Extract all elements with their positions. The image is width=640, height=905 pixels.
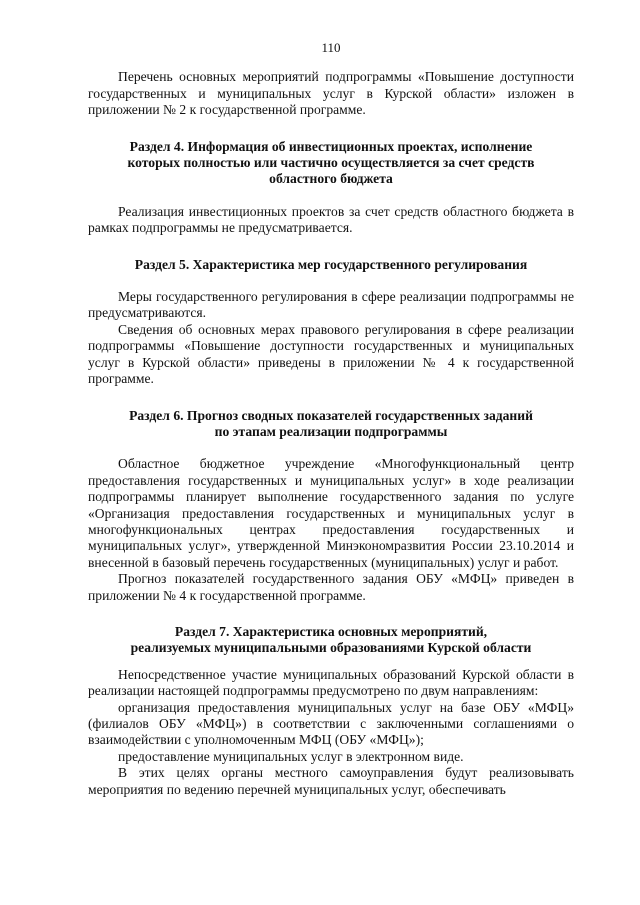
section-6-title-line: Раздел 6. Прогноз сводных показателей государственных заданий [129, 407, 533, 423]
section-4-title-line: которых полностью или частично осуществляется за счет средств [127, 155, 535, 171]
section-5-title: Раздел 5. Характеристика мер государственного регулирования [134, 256, 528, 272]
section-7-title-line: Раздел 7. Характеристика основных мероприятий, [174, 623, 488, 639]
page-number: 110 [321, 40, 341, 55]
section-4-paragraph: Реализация инвестиционных проектов за счет средств областного бюджета в рамках подпрограммы не предусматривается. [88, 203, 574, 236]
section-5-paragraph: Меры государственного регулирования в сфере реализации подпрограммы не предусматриваются. [88, 289, 574, 321]
section-7-paragraph: В этих целях органы местного самоуправления будут реализовывать мероприятия по ведению перечней муниципальных услуг, обеспечивать [88, 765, 574, 797]
section-6-title [88, 408, 574, 441]
section-7-paragraph: Непосредственное участие муниципальных образований Курской области в реализации настоящей подпрограммы предусмотрено по двум направлениям: [88, 666, 574, 699]
section-7-title [88, 624, 574, 657]
section-5-paragraph: Сведения об основных мерах правового регулирования в сфере реализации подпрограммы «Повышение доступности государственных и муниципальных услуг в Курской области» приведены в приложении № 4 к государственной программе. [88, 321, 574, 387]
section-4-title [88, 139, 574, 188]
section-7-list-item: организация предоставления муниципальных услуг на базе ОБУ «МФЦ» (филиалов ОБУ «МФЦ») в соответствии с заключенными соглашениями о взаимодействии с уполномоченным МФЦ (ОБУ «МФЦ»); [88, 699, 574, 748]
section-4-title-line: областного бюджета [269, 171, 393, 187]
section-6-paragraph: Прогноз показателей государственного задания ОБУ «МФЦ» приведен в приложении № 4 к государственной программе. [88, 571, 574, 603]
section-7-list-item: предоставление муниципальных услуг в электронном виде. [118, 748, 464, 764]
section-6-title-line: по этапам реализации подпрограммы [214, 423, 448, 439]
intro-paragraph: Перечень основных мероприятий подпрограммы «Повышение доступности государственных и муниципальных услуг в Курской области» изложен в приложении № 2 к государственной программе. [88, 69, 574, 118]
section-4-title-line: Раздел 4. Информация об инвестиционных проектах, исполнение [129, 138, 533, 154]
section-6-paragraph: Областное бюджетное учреждение «Многофункциональный центр предоставления государственных и муниципальных услуг» в ходе реализации подпрограммы планирует выполнение государственного задания по услуге «Организация предоставления государственных и муниципальных услуг в многофункциональных центрах предоставления государственных и муниципальных услуг», утвержденной Минэкономразвития России 23.10.2014 и внесенной в базовый перечень государственных (муниципальных) услуг и работ. [88, 456, 574, 570]
document-page [88, 40, 574, 798]
section-7-title-line: реализуемых муниципальными образованиями Курской области [130, 640, 532, 656]
